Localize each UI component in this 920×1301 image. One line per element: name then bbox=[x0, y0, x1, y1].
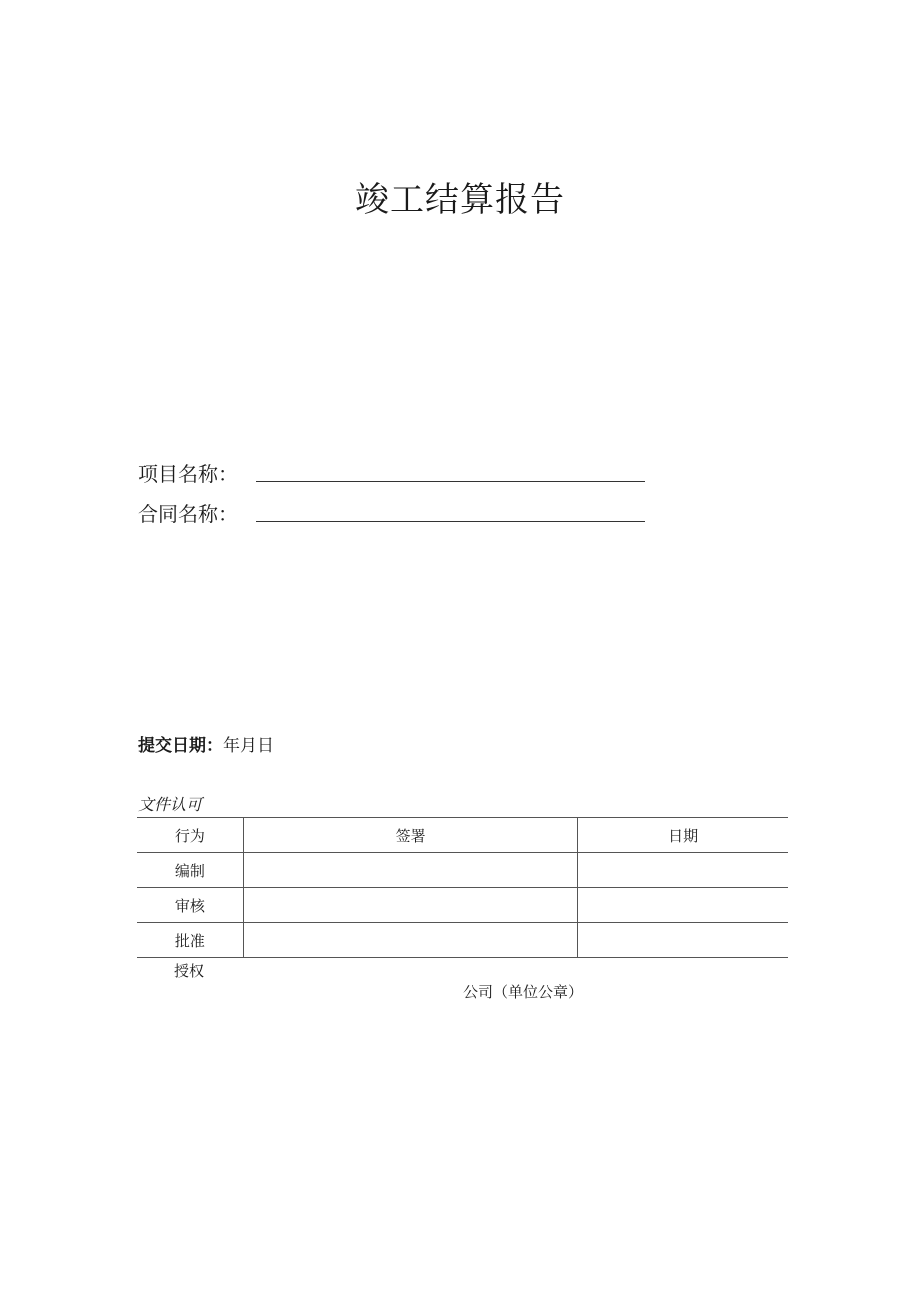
signature-cell-review[interactable] bbox=[243, 888, 577, 923]
header-date: 日期 bbox=[578, 818, 788, 853]
table-row bbox=[137, 923, 788, 958]
header-action: 行为 bbox=[137, 818, 243, 853]
approval-caption: 文件认可 bbox=[138, 795, 203, 814]
submit-date bbox=[138, 733, 274, 759]
submit-date-label: 提交日期： bbox=[138, 736, 223, 756]
date-cell-compile[interactable] bbox=[578, 853, 788, 888]
contract-name-row bbox=[138, 496, 645, 528]
signature-cell-compile[interactable] bbox=[243, 853, 577, 888]
row-action-approve: 批准 bbox=[137, 923, 243, 958]
document-title: 竣工结算报告 bbox=[355, 180, 565, 220]
company-seal-label: 公司（单位公章） bbox=[463, 983, 584, 1001]
project-name-field[interactable] bbox=[256, 480, 645, 482]
approval-header-row bbox=[137, 818, 788, 853]
table-row bbox=[137, 853, 788, 888]
project-name-label: 项目名称： bbox=[138, 462, 238, 486]
signature-cell-approve[interactable] bbox=[243, 923, 577, 958]
row-action-review: 审核 bbox=[137, 888, 243, 923]
approval-table bbox=[137, 817, 788, 958]
submit-date-value: 年月日 bbox=[223, 736, 274, 756]
date-cell-review[interactable] bbox=[578, 888, 788, 923]
project-name-row bbox=[138, 456, 645, 488]
contract-name-label: 合同名称： bbox=[138, 502, 238, 526]
authorize-label: 授权 bbox=[174, 962, 205, 980]
row-action-compile: 编制 bbox=[137, 853, 243, 888]
date-cell-approve[interactable] bbox=[578, 923, 788, 958]
table-row bbox=[137, 888, 788, 923]
header-signature: 签署 bbox=[243, 818, 577, 853]
contract-name-field[interactable] bbox=[256, 520, 645, 522]
